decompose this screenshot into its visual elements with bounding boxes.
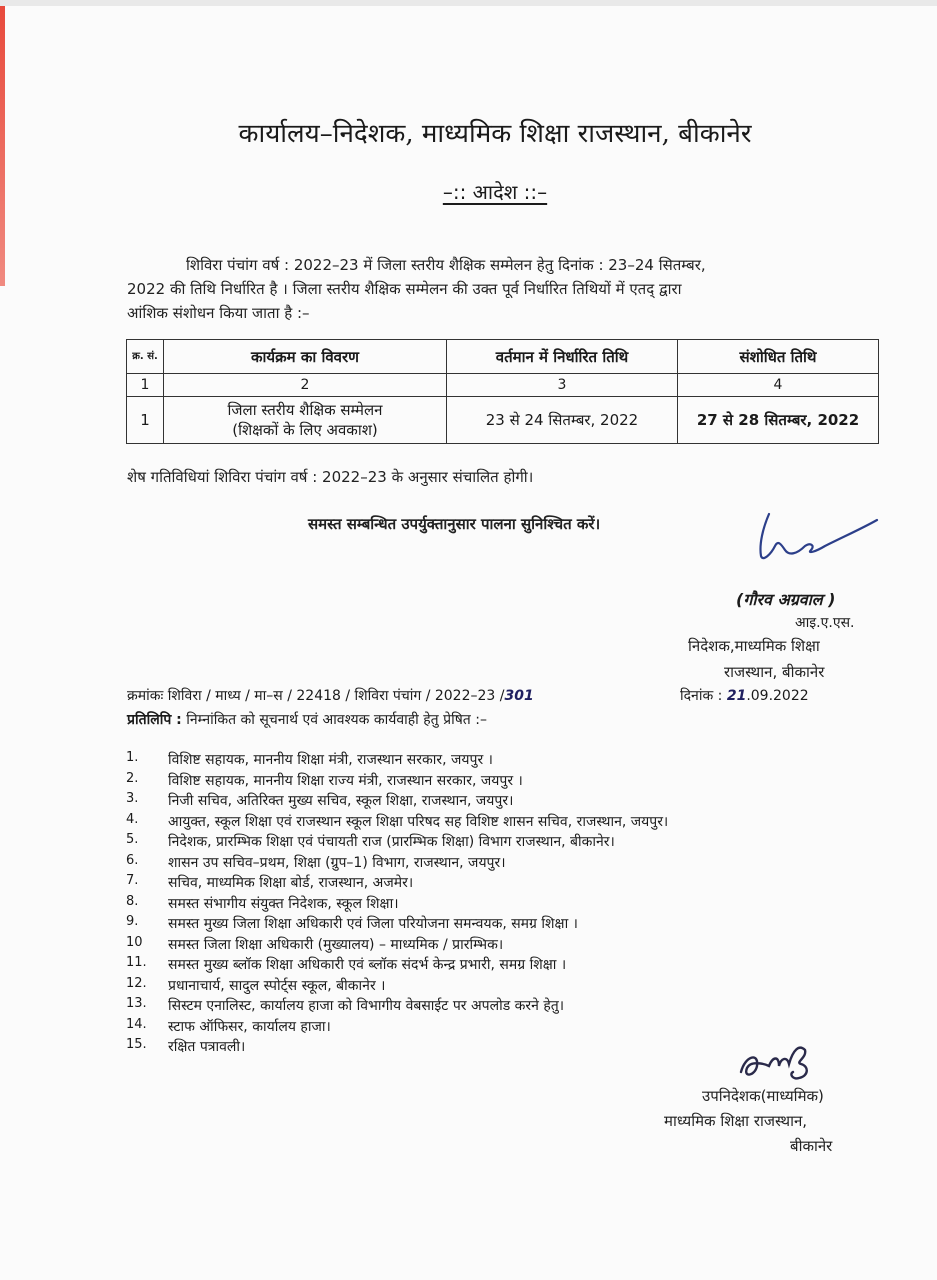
table-header-row (127, 340, 879, 374)
list-item: विशिष्ट सहायक, माननीय शिक्षा राज्य मंत्री, राजस्थान सरकार, जयपुर । (168, 772, 523, 789)
signatory-designation: निदेशक,माध्यमिक शिक्षा (688, 637, 820, 655)
list-item-number: 10 (126, 934, 143, 950)
list-item-number: 12. (126, 975, 147, 991)
intro-line-3: आंशिक संशोधन किया जाता है :– (127, 304, 310, 322)
list-item: निदेशक, प्रारम्भिक शिक्षा एवं पंचायती राज (प्रारम्भिक शिक्षा) विभाग राजस्थान, बीकानेर। (168, 834, 615, 850)
signatory-place: राजस्थान, बीकानेर (724, 663, 825, 681)
list-item-number: 14. (126, 1016, 147, 1032)
col-number: 2 (164, 374, 447, 397)
row-sno: 1 (127, 397, 164, 444)
handwritten-reference-number: 301 (504, 688, 534, 704)
signatory-service: आइ.ए.एस. (795, 615, 855, 631)
schedule-table (126, 339, 879, 444)
list-item: सचिव, माध्यमिक शिक्षा बोर्ड, राजस्थान, अजमेर। (168, 875, 414, 891)
list-item: स्टाफ ऑफिसर, कार्यालय हाजा। (168, 1018, 331, 1035)
col-number: 3 (447, 374, 678, 397)
header-revised-date: संशोधित तिथि (678, 340, 879, 374)
intro-line-2: 2022 की तिथि निर्धारित है । जिला स्तरीय शैक्षिक सम्मेलन की उक्त पूर्व निर्धारित तिथियों में एतद् द्वारा (127, 280, 682, 298)
list-item: निजी सचिव, अतिरिक्त मुख्य सचिव, स्कूल शिक्षा, राजस्थान, जयपुर। (168, 793, 514, 809)
deputy-place: बीकानेर (790, 1137, 833, 1155)
list-item: सिस्टम एनालिस्ट, कार्यालय हाजा को विभागीय वेबसाईट पर अपलोड करने हेतु। (168, 998, 565, 1014)
header-description: कार्यक्रम का विवरण (164, 340, 447, 374)
copy-to-line (127, 710, 487, 729)
list-item: समस्त मुख्य ब्लॉक शिक्षा अधिकारी एवं ब्लॉक संदर्भ केन्द्र प्रभारी, समग्र शिक्षा । (168, 957, 567, 973)
list-item-number: 2. (126, 770, 139, 786)
list-item: विशिष्ट सहायक, माननीय शिक्षा मंत्री, राजस्थान सरकार, जयपुर । (168, 752, 493, 768)
list-item: समस्त मुख्य जिला शिक्षा अधिकारी एवं जिला परियोजना समन्वयक, समग्र शिक्षा । (168, 916, 578, 932)
list-item: रक्षित पत्रावली। (168, 1039, 246, 1055)
list-item-number: 9. (126, 914, 139, 929)
row-description (164, 397, 447, 444)
reference-date: दिनांक : 21.09.2022 (680, 688, 809, 704)
list-item: प्रधानाचार्य, सादुल स्पोर्ट्स स्कूल, बीकानेर । (168, 977, 386, 994)
list-item-number: 6. (126, 852, 139, 868)
compliance-note: समस्त सम्बन्धित उपर्युक्तानुसार पालना सुनिश्चित करें। (308, 515, 601, 533)
row-description-line-1: जिला स्तरीय शैक्षिक सम्मेलन (227, 401, 383, 419)
list-item-number: 1. (126, 750, 139, 765)
list-item-number: 4. (126, 811, 139, 827)
col-number: 1 (127, 374, 164, 397)
copy-to-text: निम्नांकित को सूचनार्थ एवं आवश्यक कार्यवाही हेतु प्रेषित :– (186, 712, 487, 728)
row-current-date: 23 से 24 सितम्बर, 2022 (447, 397, 678, 444)
list-item-number: 8. (126, 893, 139, 909)
order-heading: –:: आदेश ::– (442, 180, 548, 204)
intro-line-1: शिविरा पंचांग वर्ष : 2022–23 में जिला स्तरीय शैक्षिक सम्मेलन हेतु दिनांक : 23–24 सितम्बर, (186, 256, 706, 274)
deputy-director-signature (735, 1036, 825, 1088)
reference-number: क्रमांकः शिविरा / माध्य / मा–स / 22418 / शिविरा पंचांग / 2022–23 /301 (127, 688, 534, 704)
row-revised-date: 27 से 28 सितम्बर, 2022 (678, 397, 879, 444)
list-item: शासन उप सचिव–प्रथम, शिक्षा (ग्रुप–1) विभाग, राजस्थान, जयपुर। (168, 854, 506, 871)
table-row (127, 397, 879, 444)
list-item: आयुक्त, स्कूल शिक्षा एवं राजस्थान स्कूल शिक्षा परिषद सह विशिष्ट शासन सचिव, राजस्थान, जयपुर। (168, 813, 669, 830)
list-item: समस्त जिला शिक्षा अधिकारी (मुख्यालय) – माध्यमिक / प्रारम्भिक। (168, 936, 504, 953)
col-number: 4 (678, 374, 879, 397)
list-item-number: 11. (126, 955, 147, 970)
remaining-activities-note: शेष गतिविधियां शिविरा पंचांग वर्ष : 2022–23 के अनुसार संचालित होगी। (127, 468, 534, 486)
list-item-number: 5. (126, 832, 139, 847)
header-current-date: वर्तमान में निर्धारित तिथि (447, 340, 678, 374)
handwritten-date-day: 21 (726, 688, 747, 704)
list-item-number: 13. (126, 996, 147, 1011)
list-item-number: 15. (126, 1037, 147, 1052)
document-page (0, 6, 937, 1280)
deputy-designation: उपनिदेशक(माध्यमिक) (702, 1087, 824, 1105)
header-sno: क्र. सं. (127, 340, 164, 374)
deputy-office: माध्यमिक शिक्षा राजस्थान, (664, 1112, 808, 1130)
list-item-number: 3. (126, 791, 139, 806)
table-number-row (127, 374, 879, 397)
list-item-number: 7. (126, 873, 139, 888)
signatory-name: (गौरव अग्रवाल ) (736, 590, 836, 609)
copy-to-label: प्रतिलिपि : (127, 712, 182, 728)
director-signature (745, 506, 885, 571)
office-title: कार्यालय–निदेशक, माध्यमिक शिक्षा राजस्थान, बीकानेर (238, 119, 752, 149)
row-description-line-2: (शिक्षकों के लिए अवकाश) (232, 421, 378, 439)
list-item: समस्त संभागीय संयुक्त निदेशक, स्कूल शिक्षा। (168, 895, 399, 912)
